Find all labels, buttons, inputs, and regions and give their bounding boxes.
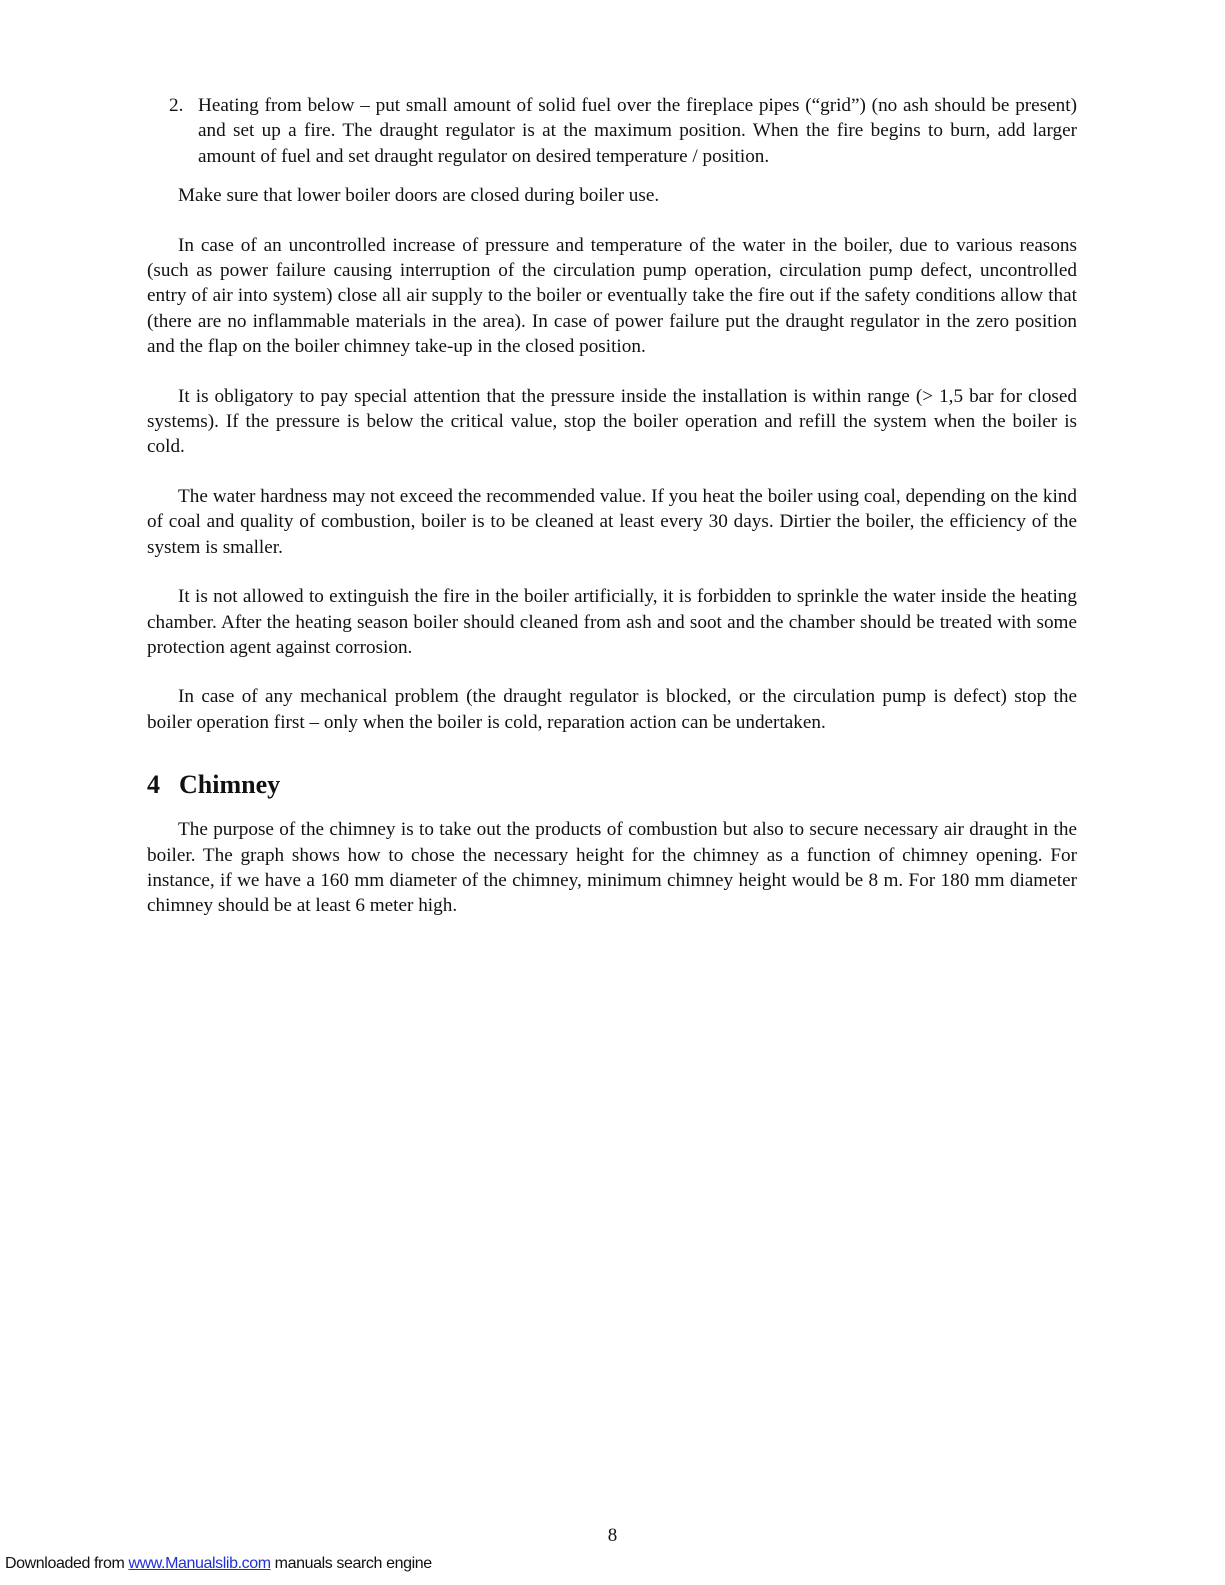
page-content [147, 93, 1077, 943]
section-number: 4 [147, 770, 160, 800]
manualslib-link[interactable]: www.Manualslib.com [128, 1555, 271, 1572]
section-heading [147, 769, 1077, 801]
paragraph-water-hardness: The water hardness may not exceed the recommended value. If you heat the boiler using coal, depending on the kind of coal and quality of combustion, boiler is to be cleaned at least every 30 days. Dirtier the boiler, the efficiency of the system is smaller. [147, 485, 1077, 558]
paragraph-chimney: The purpose of the chimney is to take out the products of combustion but also to secure necessary air draught in the boiler. The graph shows how to chose the necessary height for the chimney as a function of chimney opening. For instance, if we have a 160 mm diameter of the chimney, minimum chimney height would be 8 m. For 180 mm diameter chimney should be at least 6 meter high. [147, 819, 1077, 917]
list-item-number: 2. [169, 95, 184, 116]
download-footer [5, 1555, 432, 1573]
paragraph-doors: Make sure that lower boiler doors are closed during boiler use. [178, 185, 660, 207]
paragraph-installation-pressure: It is obligatory to pay special attention that the pressure inside the installation is within range (> 1,5 bar for closed systems). If the pressure is below the critical value, stop the boiler operation and refill the system when the boiler is cold. [147, 385, 1077, 458]
paragraph-mechanical-problem: In case of any mechanical problem (the draught regulator is blocked, or the circulation pump is defect) stop the boiler operation first – only when the boiler is cold, reparation action can be undertaken. [147, 686, 1077, 733]
page-number: 8 [607, 1525, 618, 1546]
paragraph-extinguish-fire: It is not allowed to extinguish the fire in the boiler artificially, it is forbidden to sprinkle the water inside the heating chamber. After the heating season boiler should cleaned from ash and soot and the chamber should be treated with some protection agent against corrosion. [147, 586, 1077, 658]
numbered-list-item [147, 93, 1077, 169]
section-title: Chimney [179, 770, 281, 800]
list-item-text: Heating from below – put small amount of solid fuel over the fireplace pipes (“grid”) (no ash should be present) and set up a fire. The draught regulator is at the maximum position. When the fire begins to burn, add larger amount of fuel and set draught regulator on desired temperature / position. [198, 95, 1077, 167]
paragraph-pressure-temperature: In case of an uncontrolled increase of pressure and temperature of the water in the boiler, due to various reasons (such as power failure causing interruption of the circulation pump operation, circulation pump defect, uncontrolled entry of air into system) close all air supply to the boiler or eventually take the fire out if the safety conditions allow that (there are no inflammable materials in the area). In case of power failure put the draught regulator in the zero position and the flap on the boiler chimney take-up in the closed position. [147, 234, 1077, 358]
footer-prefix: Downloaded from [5, 1555, 129, 1572]
footer-suffix: manuals search engine [270, 1555, 432, 1572]
